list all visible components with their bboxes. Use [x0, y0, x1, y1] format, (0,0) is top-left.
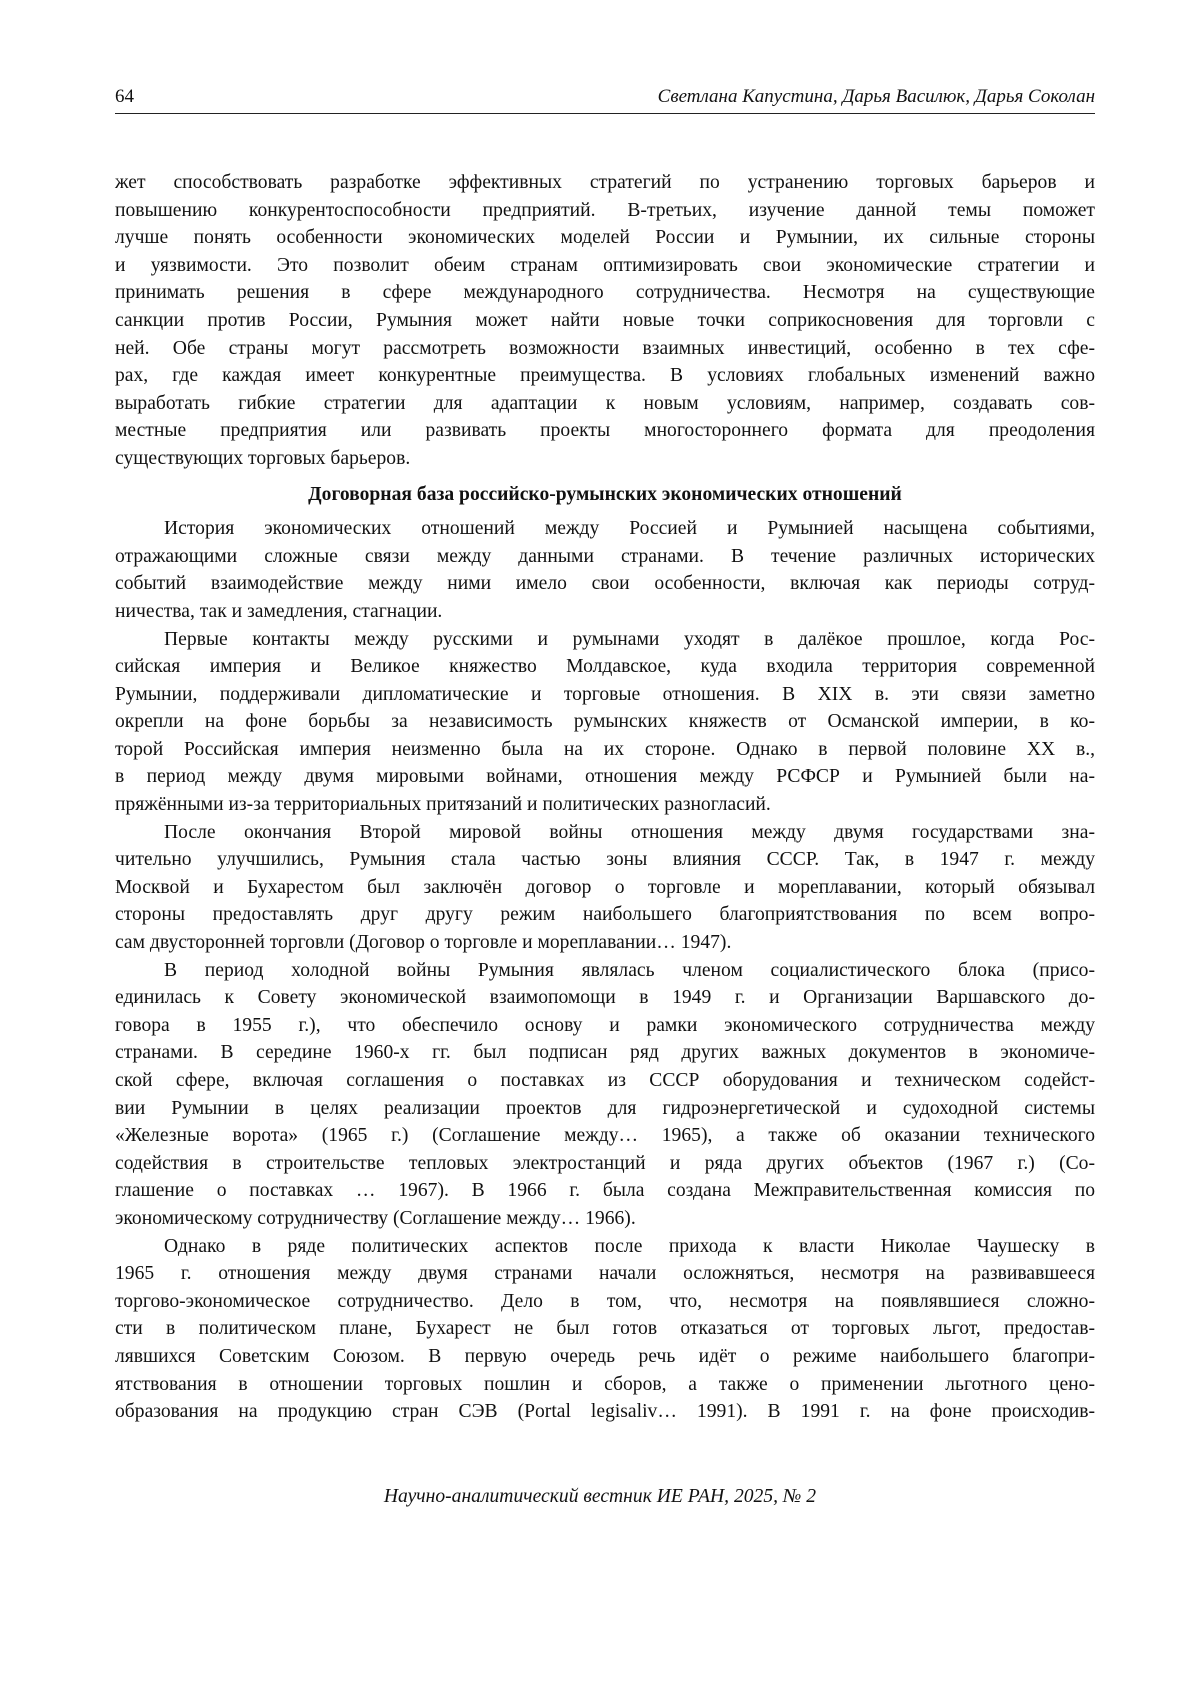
text-line: ней. Обе страны могут рассмотреть возможности взаимных инвестиций, особенно в тех сфе-: [115, 337, 1095, 359]
text-line: торой Российская империя неизменно была на их стороне. Однако в первой половине XX в.,: [115, 738, 1095, 760]
text-line: «Железные ворота» (1965 г.) (Соглашение между… 1965), а также об оказании технического: [115, 1125, 1095, 1147]
paragraph-history: [115, 515, 1095, 625]
text-line: вии Румынии в целях реализации проектов для гидроэнергетической и судоходной системы: [115, 1097, 1095, 1119]
text-line: окрепли на фоне борьбы за независимость румынских княжеств от Османской империи, в ко-: [115, 711, 1095, 733]
text-line: лучше понять особенности экономических моделей России и Румынии, их сильные стороны: [115, 227, 1095, 249]
text-line: в период между двумя мировыми войнами, отношения между РСФСР и Румынией были на-: [115, 766, 1095, 788]
text-line: глашение о поставках … 1967). В 1966 г. была создана Межправительственная комиссия по: [115, 1180, 1095, 1202]
text-line: Однако в ряде политических аспектов после прихода к власти Николае Чаушеску в: [164, 1235, 1095, 1257]
text-line: стороны предоставлять друг другу режим наибольшего благоприятствования по всем вопро-: [115, 904, 1095, 926]
text-line: сам двусторонней торговли (Договор о торговле и мореплавании… 1947).: [115, 932, 732, 954]
paragraph-ceausescu: [115, 1233, 1095, 1426]
text-line: торгово-экономическое сотрудничество. Дело в том, что, несмотря на появлявшиеся сложно-: [115, 1290, 1095, 1312]
text-line: История экономических отношений между Россией и Румынией насыщена событиями,: [164, 518, 1095, 540]
text-line: принимать решения в сфере международного сотрудничества. Несмотря на существующие: [115, 282, 1095, 304]
text-line: отражающими сложные связи между данными странами. В течение различных исторических: [115, 545, 1095, 567]
text-line: санкции против России, Румыния может найти новые точки соприкосновения для торговли с: [115, 309, 1095, 331]
article-body: [115, 169, 1095, 1426]
text-line: странами. В середине 1960-х гг. был подписан ряд других важных документов в экономиче-: [115, 1042, 1095, 1064]
text-line: образования на продукцию стран СЭВ (Portal legisaliv… 1991). В 1991 г. на фоне происходив-: [115, 1401, 1095, 1423]
text-line: рах, где каждая имеет конкурентные преимущества. В условиях глобальных изменений важно: [115, 365, 1095, 387]
text-line: ской сфере, включая соглашения о поставках из СССР оборудования и техническом содейст-: [115, 1070, 1095, 1091]
text-line: и уязвимости. Это позволит обеим странам оптимизировать свои экономические стратегии и: [115, 254, 1095, 276]
text-line: В период холодной войны Румыния являлась членом социалистического блока (присо-: [164, 959, 1095, 981]
text-line: выработать гибкие стратегии для адаптации к новым условиям, например, создавать сов-: [115, 392, 1095, 414]
page-number: 64: [115, 86, 134, 107]
text-line: местные предприятия или развивать проекты многостороннего формата для преодоления: [115, 420, 1095, 442]
text-line: После окончания Второй мировой войны отношения между двумя государствами зна-: [164, 821, 1095, 843]
text-line: сийская империя и Великое княжество Молдавское, куда входила территория современной: [115, 656, 1095, 678]
text-line: жет способствовать разработке эффективных стратегий по устранению торговых барьеров и: [115, 172, 1095, 193]
text-line: Москвой и Бухарестом был заключён договор о торговле и мореплавании, который обязывал: [115, 876, 1095, 898]
text-line: Первые контакты между русскими и румынами уходят в далёкое прошлое, когда Рос-: [164, 628, 1095, 650]
text-line: событий взаимодействие между ними имело свои особенности, включая как периоды сотруд-: [115, 573, 1095, 595]
text-line: экономическому сотрудничеству (Соглашение между… 1966).: [115, 1207, 636, 1229]
running-head-authors: Светлана Капустина, Дарья Василюк, Дарья Соколан: [657, 86, 1095, 107]
text-line: чительно улучшились, Румыния стала частью зоны влияния СССР. Так, в 1947 г. между: [115, 849, 1095, 871]
text-line: сти в политическом плане, Бухарест не был готов отказаться от торговых льгот, предостав-: [115, 1318, 1095, 1340]
paragraph-post-war: [115, 819, 1095, 957]
text-line: повышению конкурентоспособности предприятий. В-третьих, изучение данной темы поможет: [115, 199, 1095, 221]
text-line: единилась к Совету экономической взаимопомощи в 1949 г. и Организации Варшавского до-: [115, 987, 1095, 1009]
page-header: [115, 83, 1095, 114]
text-line: лявшихся Советским Союзом. В первую очередь речь идёт о режиме наибольшего благопри-: [115, 1345, 1095, 1367]
paragraph-cold-war: [115, 957, 1095, 1233]
text-line: говора в 1955 г.), что обеспечило основу и рамки экономического сотрудничества между: [115, 1014, 1095, 1036]
journal-footer: Научно-аналитический вестник ИЕ РАН, 2025, № 2: [383, 1486, 817, 1507]
text-line: содействия в строительстве тепловых электростанций и ряда других объектов (1967 г.) (Со-: [115, 1152, 1095, 1174]
text-line: Румынии, поддерживали дипломатические и торговые отношения. В XIX в. эти связи заметно: [115, 683, 1095, 705]
text-line: существующих торговых барьеров.: [115, 447, 411, 469]
intro-paragraph: [115, 169, 1095, 473]
text-line: пряжёнными из-за территориальных притязаний и политических разногласий.: [115, 794, 771, 816]
text-line: ничества, так и замедления, стагнации.: [115, 600, 443, 622]
section-heading: Договорная база российско-румынских экономических отношений: [308, 483, 902, 505]
text-line: 1965 г. отношения между двумя странами начали осложняться, несмотря на развивавшееся: [115, 1263, 1095, 1285]
paragraph-first-contacts: [115, 626, 1095, 819]
text-line: ятствования в отношении торговых пошлин и сборов, а также о применении льготного цено-: [115, 1373, 1095, 1395]
